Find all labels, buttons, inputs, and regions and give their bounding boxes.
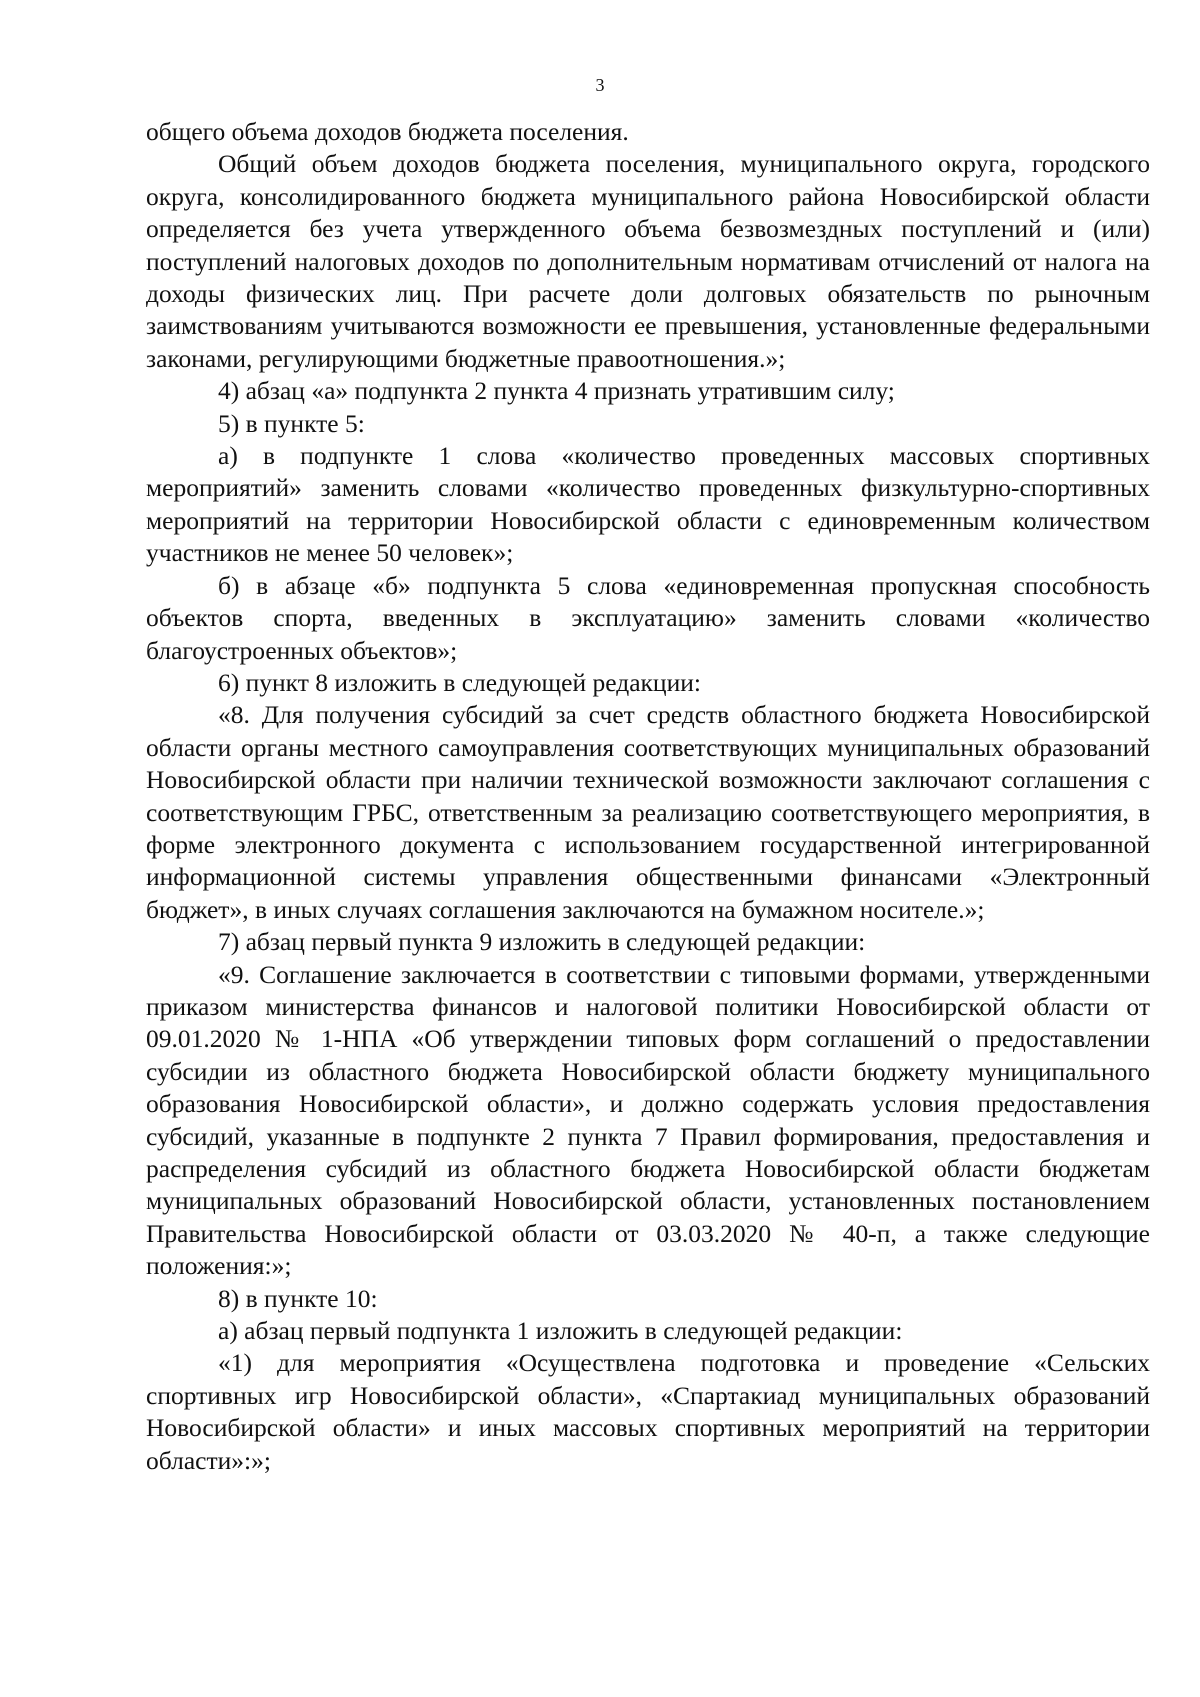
paragraph-item-6: 6) пункт 8 изложить в следующей редакции:: [218, 667, 701, 697]
paragraph-clause-1: «1) для мероприятия «Осуществлена подготовка и проведение «Сельских спортивных игр Новосибирской области», «Спартакиад муниципальных образований Новосибирской области» и иных массовых спортивных мероприятий на территории области»:»;: [146, 1348, 1150, 1475]
paragraph-item-5a: а) в подпункте 1 слова «количество проведенных массовых спортивных мероприятий» заменить словами «количество проведенных физкультурно-спортивных мероприятий на территории Новосибирской области с единовременным количеством участников не менее 50 человек»;: [146, 441, 1150, 568]
paragraph-clause-8: «8. Для получения субсидий за счет средств областного бюджета Новосибирской области органы местного самоуправления соответствующих муниципальных образований Новосибирской области при наличии технической возможности заключают соглашения с соответствующим ГРБС, ответственным за реализацию соответствующего мероприятия, в форме электронного документа с использованием государственной интегрированной информационной системы управления общественными финансами «Электронный бюджет», в иных случаях соглашения заключаются на бумажном носителе.»;: [146, 700, 1150, 924]
paragraph-item-7: 7) абзац первый пункта 9 изложить в следующей редакции:: [218, 927, 866, 957]
paragraph-item-5b: б) в абзаце «б» подпункта 5 слова «единовременная пропускная способность объектов спорта, введенных в эксплуатацию» заменить словами «количество благоустроенных объектов»;: [146, 570, 1150, 665]
paragraph-continuation: общего объема доходов бюджета поселения.: [146, 117, 629, 146]
paragraph-item-8a: а) абзац первый подпункта 1 изложить в следующей редакции:: [218, 1316, 903, 1346]
paragraph-item-4: 4) абзац «а» подпункта 2 пункта 4 признать утратившим силу;: [218, 376, 895, 406]
paragraph-item-8: 8) в пункте 10:: [218, 1283, 378, 1313]
paragraph-total-income: Общий объем доходов бюджета поселения, муниципального округа, городского округа, консолидированного бюджета муниципального района Новосибирской области определяется без учета утвержденного объема безвозмездных поступлений и (или) поступлений налоговых доходов по дополнительным нормативам отчислений от налога на доходы физических лиц. При расчете доли долговых обязательств по рыночным заимствованиям учитываются возможности ее превышения, установленные федеральными законами, регулирующими бюджетные правоотношения.»;: [146, 149, 1150, 373]
paragraph-item-5: 5) в пункте 5:: [218, 408, 365, 438]
page-number: 3: [595, 75, 605, 95]
document-body: [146, 116, 1150, 1477]
paragraph-clause-9: «9. Соглашение заключается в соответствии с типовыми формами, утвержденными приказом министерства финансов и налоговой политики Новосибирской области от 09.01.2020 № 1-НПА «Об утверждении типовых форм соглашений о предоставлении субсидии из областного бюджета Новосибирской области бюджету муниципального образования Новосибирской области», и должно содержать условия предоставления субсидий, указанные в подпункте 2 пункта 7 Правил формирования, предоставления и распределения субсидий из областного бюджета Новосибирской области бюджетам муниципальных образований Новосибирской области, установленных постановлением Правительства Новосибирской области от 03.03.2020 № 40-п, а также следующие положения:»;: [146, 959, 1150, 1281]
